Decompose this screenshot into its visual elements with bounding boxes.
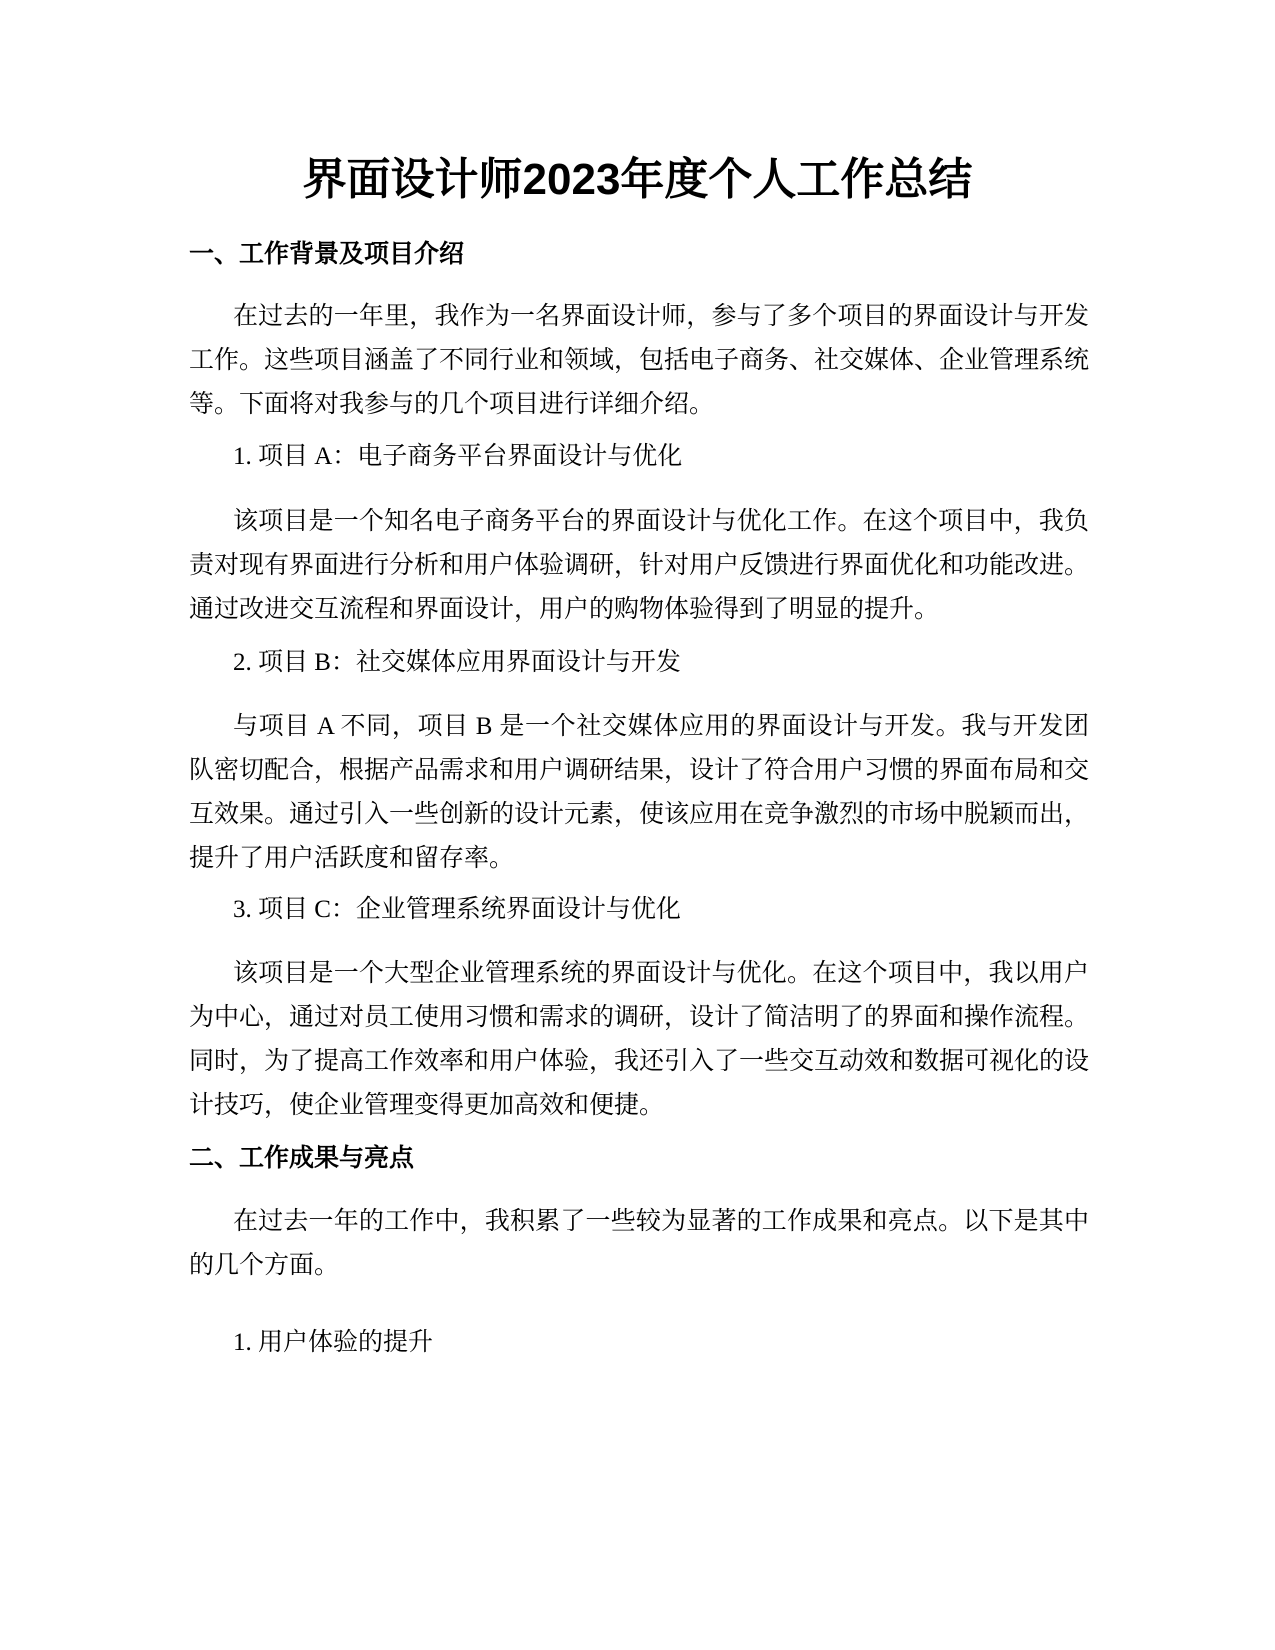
achievements-intro-paragraph: 在过去一年的工作中，我积累了一些较为显著的工作成果和亮点。以下是其中的几个方面。 (189, 1208, 1089, 1279)
project-a-title: 1. 项目 A：电子商务平台界面设计与优化 (233, 443, 683, 470)
section-heading-background: 一、工作背景及项目介绍 (189, 240, 465, 268)
project-b-paragraph: 与项目 A 不同，项目 B 是一个社交媒体应用的界面设计与开发。我与开发团队密切配合，根据产品需求和用户调研结果，设计了符合用户习惯的界面布局和交互效果。通过引入一些创新的设计元素，使该应用在竞争激烈的市场中脱颖而出，提升了用户活跃度和留存率。 (189, 713, 1090, 872)
project-c-paragraph: 该项目是一个大型企业管理系统的界面设计与优化。在这个项目中，我以用户为中心，通过对员工使用习惯和需求的调研，设计了简洁明了的界面和操作流程。同时，为了提高工作效率和用户体验，我还引入了一些交互动效和数据可视化的设计技巧，使企业管理变得更加高效和便捷。 (189, 960, 1090, 1119)
achievement-item-title: 1. 用户体验的提升 (233, 1329, 434, 1356)
section-heading-achievements: 二、工作成果与亮点 (189, 1144, 415, 1172)
project-c-title: 3. 项目 C：企业管理系统界面设计与优化 (233, 896, 681, 923)
project-a-paragraph: 该项目是一个知名电子商务平台的界面设计与优化工作。在这个项目中，我负责对现有界面进行分析和用户体验调研，针对用户反馈进行界面优化和功能改进。通过改进交互流程和界面设计，用户的购物体验得到了明显的提升。 (189, 508, 1090, 623)
project-b-title: 2. 项目 B：社交媒体应用界面设计与开发 (233, 649, 681, 676)
section-intro-paragraph: 在过去的一年里，我作为一名界面设计师，参与了多个项目的界面设计与开发工作。这些项目涵盖了不同行业和领域，包括电子商务、社交媒体、企业管理系统等。下面将对我参与的几个项目进行详细介绍。 (189, 303, 1090, 418)
document-title: 界面设计师2023年度个人工作总结 (302, 155, 973, 204)
